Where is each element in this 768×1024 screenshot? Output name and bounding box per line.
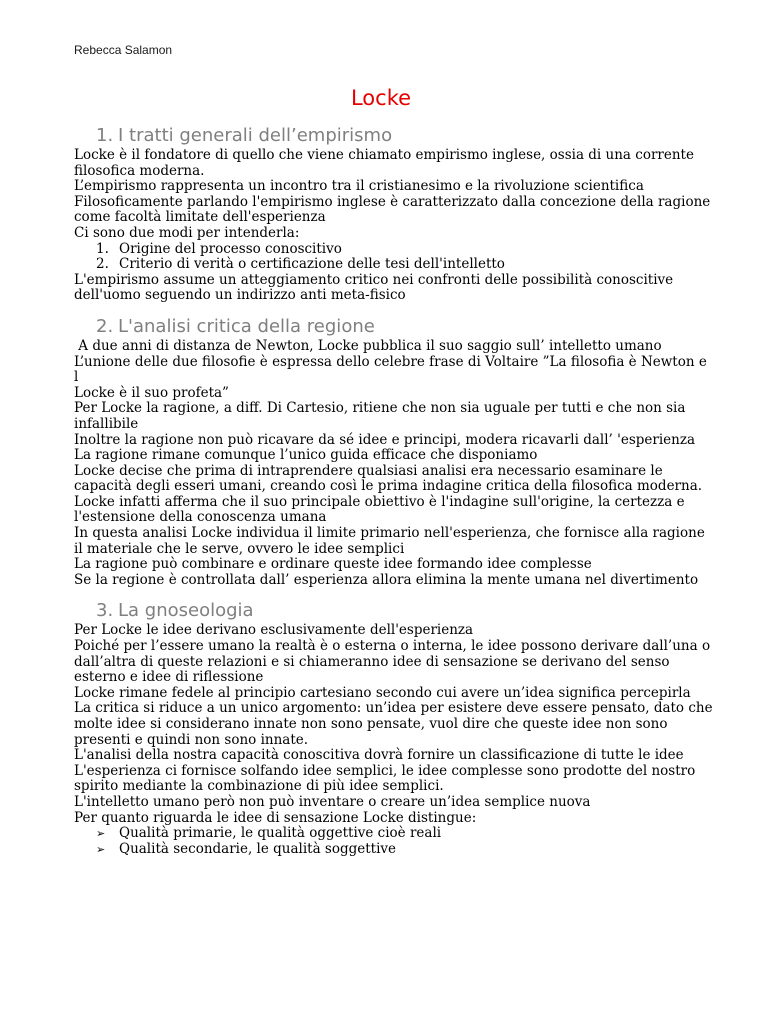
list-item — [96, 242, 714, 258]
paragraph: Per Locke la ragione, a diff. Di Cartesio, ritiene che non sia uguale per tutti e che non sia infallibile — [74, 400, 686, 432]
list-item-text: Origine del processo conoscitivo — [119, 240, 342, 257]
section-heading-text: L'analisi critica della regione — [118, 315, 375, 337]
list-marker: 1. — [96, 240, 109, 257]
paragraph: L'intelletto umano però non può inventare o creare un’idea semplice nuova — [74, 793, 591, 810]
paragraph: Ci sono due modi per intenderla: — [74, 224, 300, 241]
document-title: Locke — [350, 86, 412, 110]
paragraph: La ragione può combinare e ordinare queste idee formando idee complesse — [74, 556, 592, 573]
paragraph: Locke infatti afferma che il suo principale obiettivo è l'indagine sull'origine, la certezza e l'estensione della conoscenza umana — [74, 493, 685, 526]
list-item — [96, 257, 714, 273]
paragraph: In questa analisi Locke individua il limite primario nell'esperienza, che fornisce alla ragione il materiale che le serve, ovvero le idee semplici — [74, 525, 705, 557]
paragraph: L'empirismo assume un atteggiamento critico nei confronti delle possibilità conoscitive dell'uomo seguendo un indirizzo anti meta-fisico — [74, 271, 674, 304]
section-number: 2. — [96, 315, 114, 337]
paragraph: Se la regione è controllata dall’ esperienza allora elimina la mente umana nel divertimento — [74, 571, 699, 588]
section-heading-text: I tratti generali dell’empirismo — [118, 125, 393, 146]
paragraph: A due anni di distanza de Newton, Locke pubblica il suo saggio sull’ intelletto umano — [74, 337, 662, 354]
list-item-text: Criterio di verità o certificazione delle tesi dell'intelletto — [119, 256, 505, 273]
paragraph: Locke decise che prima di intraprendere qualsiasi analisi era necessario esaminare le capacità degli esseri umani, creando così le prima indagine critica della filosofica moderna. — [74, 462, 703, 495]
section-heading-2 — [96, 316, 714, 339]
paragraph: Locke è il fondatore di quello che viene chiamato empirismo inglese, ossia di una corrente filosofica moderna. — [74, 147, 694, 179]
paragraph: La critica si riduce a un unico argomento: un’idea per esistere deve essere pensato, dato che molte idee si considerano innate non sono pensate, vuol dire che queste idee non sono presenti e quindi non sono innate. — [74, 700, 713, 748]
paragraph: L'analisi della nostra capacità conoscitiva dovrà fornire un classificazione di tutte le idee — [74, 747, 684, 764]
paragraph: L’unione delle due filosofie è espressa dello celebre frase di Voltaire ”La filosofia è Newton e l — [74, 353, 707, 386]
paragraph: L’empirismo rappresenta un incontro tra il cristianesimo e la rivoluzione scientifica — [74, 178, 644, 195]
section-number: 3. — [96, 600, 114, 622]
paragraph: La ragione rimane comunque l’unico guida efficace che disponiamo — [74, 447, 538, 464]
paragraph: L'esperienza ci fornisce solfando idee semplici, le idee complesse sono prodotte del nostro spirito mediante la combinazione di più idee semplici. — [74, 762, 696, 795]
section-heading-1 — [96, 125, 714, 148]
list-item-text: Qualità primarie, le qualità oggettive cioè reali — [119, 825, 442, 842]
section-heading-text: La gnoseologia — [118, 600, 254, 622]
author-name: Rebecca Salamon — [74, 43, 173, 57]
section-heading-3 — [96, 600, 714, 623]
bullet-list — [74, 826, 714, 857]
paragraph: Per Locke le idee derivano esclusivamente dell'esperienza — [74, 622, 474, 639]
paragraph: Inoltre la ragione non può ricavare da sé idee e principi, modera ricavarli dall’ 'esperienza — [74, 431, 696, 448]
arrow-bullet-icon: ➢ — [96, 827, 106, 841]
numbered-list — [74, 242, 714, 273]
paragraph: Locke rimane fedele al principio cartesiano secondo cui avere un’idea significa percepirla — [74, 684, 691, 701]
arrow-bullet-icon: ➢ — [96, 842, 106, 856]
paragraph: Locke è il suo profeta” — [74, 384, 229, 401]
document-body — [74, 125, 714, 857]
list-marker: 2. — [96, 256, 109, 273]
list-item — [96, 842, 714, 858]
list-item — [96, 826, 714, 842]
list-item-text: Qualità secondarie, le qualità soggettive — [119, 840, 397, 857]
paragraph: Per quanto riguarda le idee di sensazione Locke distingue: — [74, 809, 477, 826]
paragraph: Filosoficamente parlando l'empirismo inglese è caratterizzato dalla concezione della ragione come facoltà limitate dell'esperienza — [74, 193, 711, 226]
paragraph: Poiché per l’essere umano la realtà è o esterna o interna, le idee possono derivare dall’una o dall’altra di queste relazioni e si chiameranno idee di sensazione se derivano del senso esterno e idee di riflessione — [74, 638, 711, 686]
section-number: 1. — [96, 125, 114, 146]
